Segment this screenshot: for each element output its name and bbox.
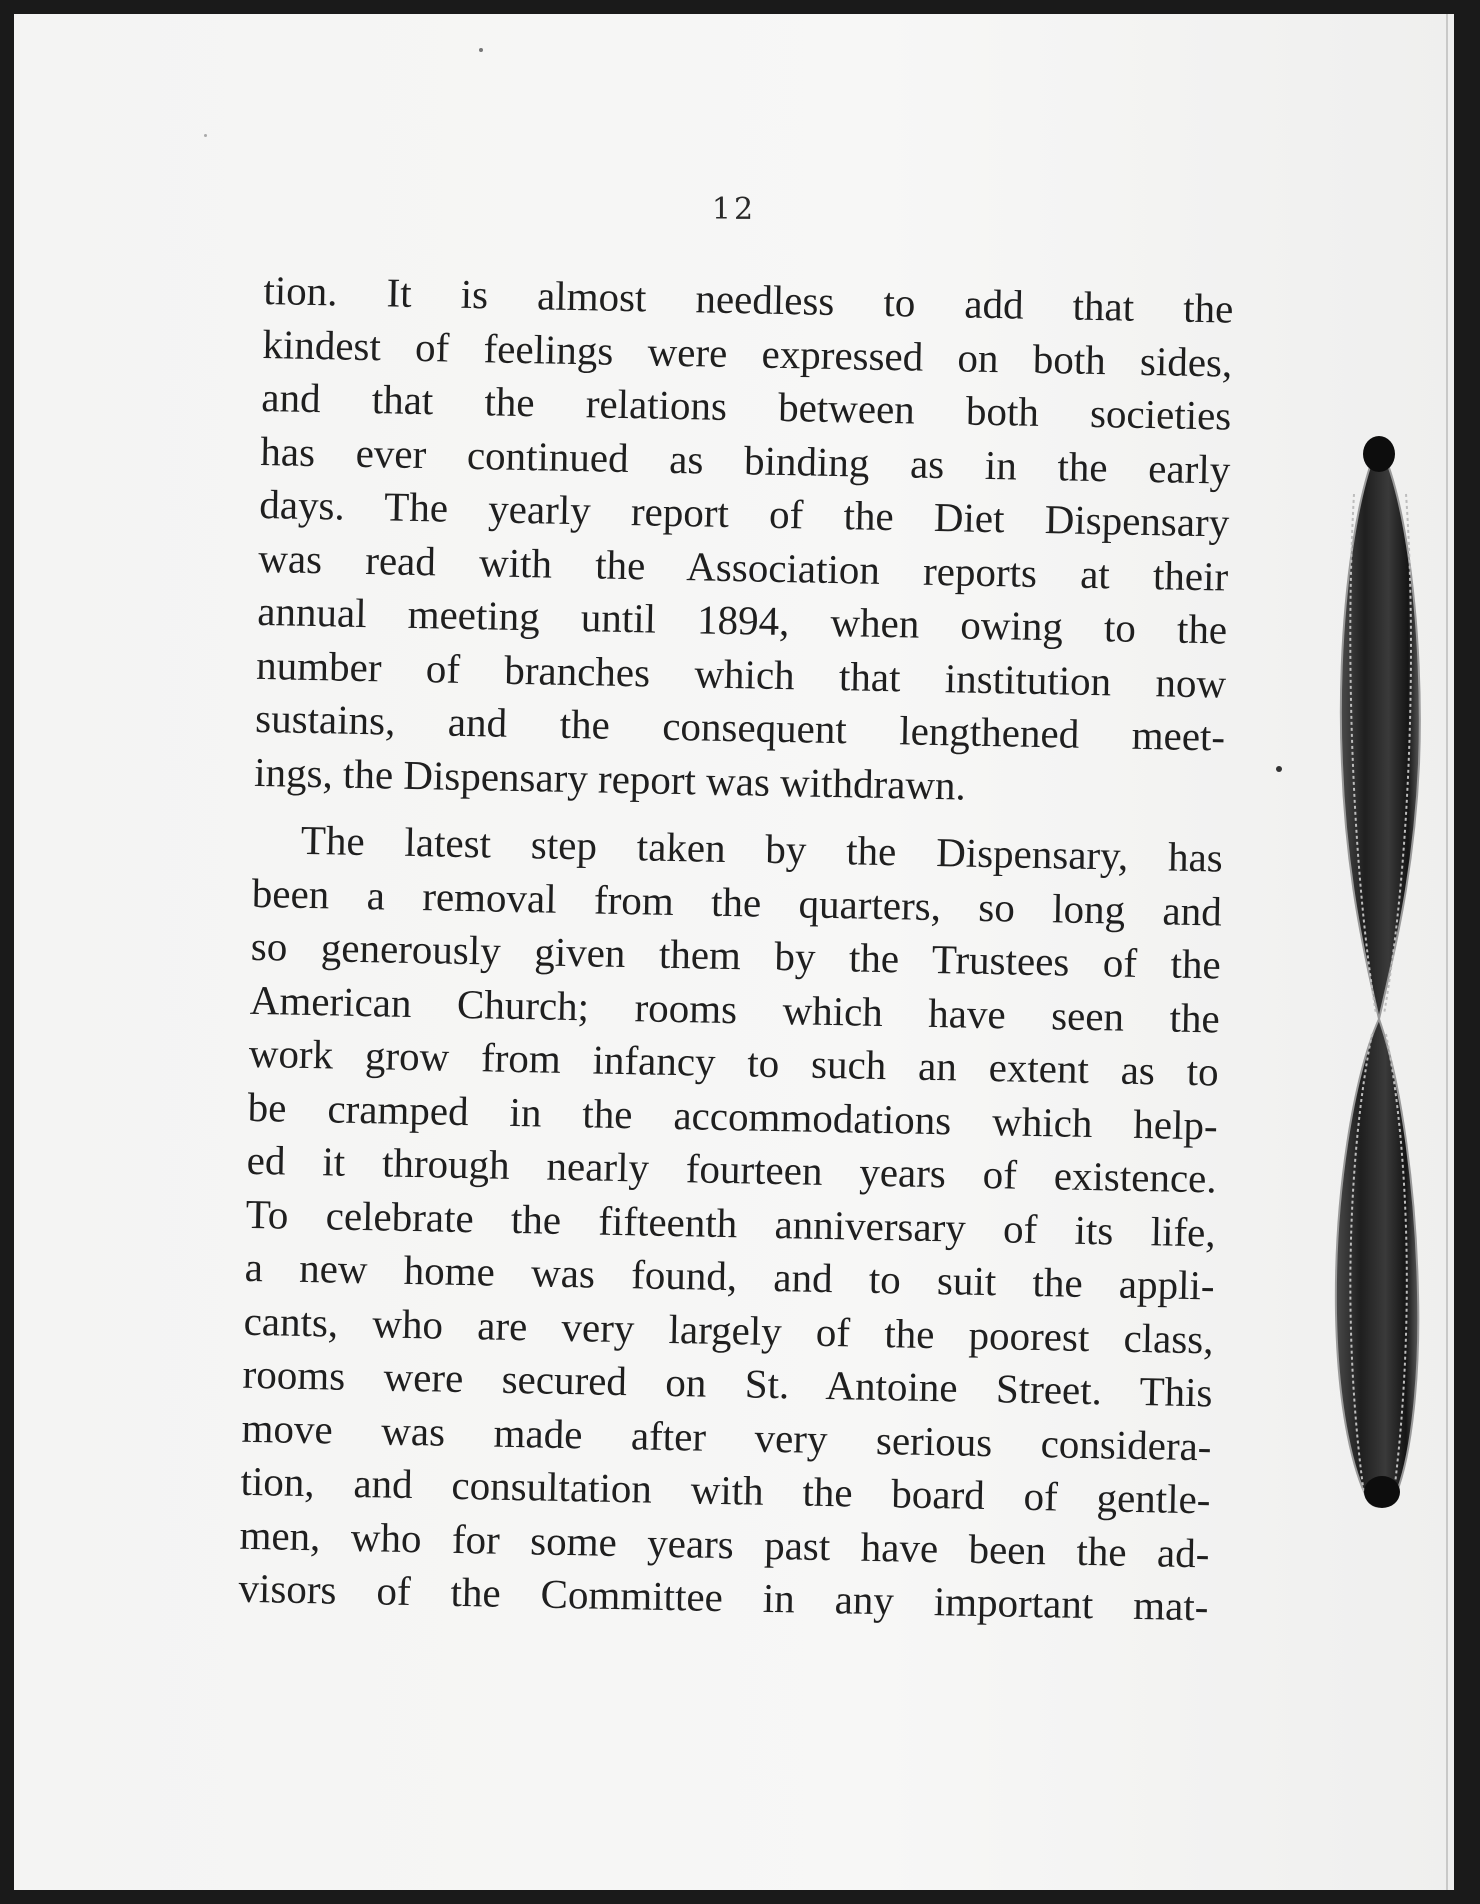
text-line: days. The yearly report of the Diet Dispensary xyxy=(258,480,1230,546)
dust-speck xyxy=(1276,766,1282,772)
text-line: has ever continued as binding as in the early xyxy=(259,427,1231,493)
text-line: tion, and consultation with the board of gentle- xyxy=(240,1457,1211,1523)
text-line: be cramped in the accommodations which help- xyxy=(247,1083,1219,1148)
text-line: so generously given them by the Trustees of the xyxy=(250,922,1222,988)
text-line: work grow from infancy to such an extent as to xyxy=(248,1029,1220,1095)
text-line: was read with the Association reports at their xyxy=(257,534,1229,600)
ribbon-binding xyxy=(1324,434,1434,1514)
text-line: American Church; rooms which have seen the xyxy=(249,976,1221,1041)
dust-speck xyxy=(204,134,207,137)
ribbon-knot-bottom xyxy=(1364,1476,1400,1508)
text-line: To celebrate the fifteenth anniversary of its life, xyxy=(245,1190,1217,1255)
text-line: tion. It is almost needless to add that the xyxy=(263,266,1234,332)
text-line: men, who for some years past have been the ad- xyxy=(239,1511,1210,1576)
ribbon-knot-top xyxy=(1363,436,1395,472)
text-line: annual meeting until 1894, when owing to the xyxy=(256,587,1228,653)
body-text xyxy=(238,264,1234,1634)
paragraph-2 xyxy=(238,813,1223,1634)
text-line: move was made after very serious considera- xyxy=(241,1404,1212,1469)
paragraph-1 xyxy=(254,264,1234,818)
text-line: ed it through nearly fourteen years of existence. xyxy=(246,1136,1218,1202)
page-edge xyxy=(1446,14,1448,1890)
text-line: sustains, and the consequent lengthened meet- xyxy=(254,694,1226,760)
book-page xyxy=(14,14,1454,1890)
text-line: The latest step taken by the Dispensary, has xyxy=(300,816,1224,881)
dust-speck xyxy=(479,48,483,52)
text-line: and that the relations between both societies xyxy=(261,373,1232,439)
text-line: ings, the Dispensary report was withdrawn. xyxy=(253,748,967,809)
text-line: a new home was found, and to suit the appli- xyxy=(244,1243,1216,1309)
text-line: kindest of feelings were expressed on both sides, xyxy=(262,320,1233,386)
text-line: cants, who are very largely of the poorest class, xyxy=(243,1297,1214,1362)
page-number: 12 xyxy=(711,192,757,227)
text-line: rooms were secured on St. Antoine Street. This xyxy=(242,1350,1213,1416)
text-line: visors of the Committee in any important mat- xyxy=(238,1564,1209,1630)
text-line: number of branches which that institution now xyxy=(255,641,1227,707)
text-line: been a removal from the quarters, so long and xyxy=(251,869,1223,935)
